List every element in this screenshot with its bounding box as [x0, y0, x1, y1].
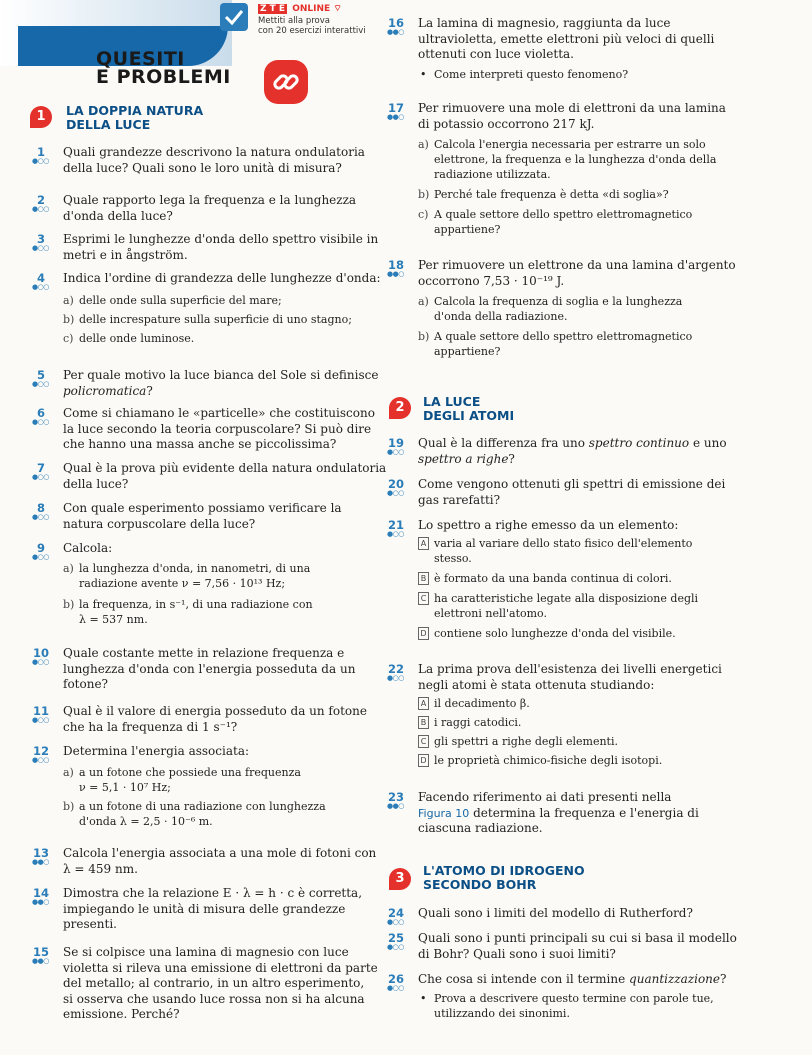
page-title-2: E PROBLEMI	[96, 66, 231, 88]
question-number: 8	[36, 501, 45, 515]
question-11	[30, 704, 390, 735]
difficulty-icon: ●○○	[32, 157, 49, 165]
question-15	[30, 945, 390, 1023]
difficulty-icon: ●○○	[387, 984, 404, 992]
q-line: Se si colpisce una lamina di magnesio con luce	[63, 945, 349, 959]
q-line: Lo spettro a righe emesso da un elemento:	[418, 518, 679, 532]
page-title-1: QUESITI	[96, 48, 185, 70]
q-line: occorrono 7,53 · 10⁻¹⁹ J.	[418, 273, 565, 288]
section-3-title-line1: L'ATOMO DI IDROGENO	[423, 863, 585, 878]
sub-label: c)	[418, 208, 429, 221]
option-box[interactable]: B	[418, 572, 429, 585]
figure-link[interactable]: Figura 10	[418, 806, 470, 820]
sub-text: radiazione avente ν = 7,56 · 10¹³ Hz;	[79, 576, 286, 590]
question-number: 14	[32, 886, 49, 900]
section-1-title-line2: DELLA LUCE	[66, 117, 151, 132]
question-14	[30, 886, 390, 933]
sub-text: radiazione utilizzata.	[434, 168, 551, 181]
question-number: 18	[387, 258, 404, 272]
question-number: 26	[387, 972, 404, 986]
question-8	[30, 501, 390, 532]
sub-text: la frequenza, in s⁻¹, di una radiazione con	[79, 597, 313, 611]
sub-text: Calcola la frequenza di soglia e la lunghezza	[434, 295, 683, 308]
difficulty-icon: ●○○	[387, 674, 404, 682]
wifi-icon: ⌔	[333, 4, 342, 14]
q-text: ?	[508, 451, 515, 466]
bullet-text: • Come interpreti questo fenomeno?	[418, 67, 795, 82]
difficulty-icon: ●○○	[32, 283, 49, 291]
q-line: Quale rapporto lega la frequenza e la lunghezza	[63, 193, 357, 207]
q-line: metri e in ångström.	[63, 247, 188, 262]
q-text: Qual è la differenza fra uno	[418, 436, 589, 450]
question-3	[30, 232, 390, 263]
section-1-title	[66, 104, 203, 132]
q-line: che ha la frequenza di 1 s⁻¹?	[63, 719, 238, 734]
difficulty-icon: ●○○	[32, 473, 49, 481]
question-2	[30, 193, 390, 224]
question-26	[385, 972, 795, 1021]
q-line: λ = 459 nm.	[63, 861, 138, 876]
question-number: 9	[36, 541, 45, 555]
question-number: 23	[387, 790, 404, 804]
sub-label: b)	[418, 188, 430, 201]
question-16	[385, 16, 795, 82]
question-6	[30, 406, 390, 453]
question-24	[385, 906, 795, 926]
q-line: Quali sono i punti principali su cui si basa il modello	[418, 931, 737, 945]
sub-text: A quale settore dello spettro elettromagnetico	[434, 330, 693, 343]
q-line: presenti.	[63, 917, 117, 931]
q-line: della luce? Quali sono le loro unità di misura?	[63, 160, 342, 175]
question-25	[385, 931, 795, 962]
question-23	[385, 790, 795, 837]
question-number: 20	[387, 477, 404, 491]
q-line: di potassio occorrono 217 kJ.	[418, 116, 595, 131]
difficulty-icon: ●○○	[387, 943, 404, 951]
question-number: 10	[32, 646, 49, 660]
q-line: Per rimuovere un elettrone da una lamina d'argento	[418, 258, 736, 272]
sub-label: b)	[63, 597, 75, 611]
sub-text: Perché tale frequenza è detta «di soglia»?	[434, 188, 669, 201]
question-7	[30, 461, 390, 492]
q-line: si osserva che usando luce rossa non si ha alcuna	[63, 991, 365, 1006]
sub-label: a)	[63, 765, 74, 779]
q-italic: spettro continuo	[588, 436, 690, 450]
option-box[interactable]: C	[418, 592, 429, 605]
question-number: 13	[32, 846, 49, 860]
tagline: Mettiti alla prova	[258, 16, 330, 26]
sub-label: c)	[63, 331, 74, 345]
q-line: che hanno una massa anche se piccolissima?	[63, 437, 337, 451]
question-13	[30, 846, 390, 877]
difficulty-icon: ●●○	[32, 858, 49, 866]
question-number: 19	[387, 436, 404, 450]
difficulty-icon: ●○○	[32, 380, 49, 388]
difficulty-icon: ●●○	[387, 270, 404, 278]
question-5	[30, 368, 390, 399]
q-line: Determina l'energia associata:	[63, 744, 250, 758]
difficulty-icon: ●○○	[387, 448, 404, 456]
q-line: fotone?	[63, 677, 108, 691]
q-line: Per quale motivo la luce bianca del Sole si definisce	[63, 368, 379, 382]
question-number: 1	[36, 145, 45, 159]
sub-text: d'onda della radiazione.	[434, 310, 568, 323]
online-label: ONLINE	[292, 4, 331, 14]
q-line: ultravioletta, emette elettroni più veloci di quelli	[418, 31, 715, 46]
sub-label: a)	[418, 295, 429, 308]
q-line: La lamina di magnesio, raggiunta da luce	[418, 16, 671, 30]
difficulty-icon: ●●○	[387, 113, 404, 121]
question-22	[385, 662, 795, 768]
q-line: Quali sono i limiti del modello di Rutherford?	[418, 906, 693, 920]
check-icon	[220, 3, 248, 31]
q-line: ciascuna radiazione.	[418, 821, 543, 835]
q-line: della luce?	[63, 476, 129, 491]
question-number: 24	[387, 906, 404, 920]
q-line: ottenuti con luce violetta.	[418, 47, 574, 61]
difficulty-icon: ●●○	[32, 898, 49, 906]
option-text: stesso.	[434, 551, 472, 565]
sub-label: a)	[418, 138, 429, 151]
q-text: determina la frequenza e l'energia di	[469, 805, 699, 820]
sub-label: a)	[63, 561, 74, 575]
q-line: Calcola l'energia associata a una mole di fotoni con	[63, 846, 377, 860]
difficulty-icon: ●○○	[387, 530, 404, 538]
question-4	[30, 271, 390, 346]
question-12	[30, 744, 390, 829]
question-number: 6	[36, 406, 45, 420]
question-21	[385, 518, 795, 641]
q-italic: spettro a righe	[418, 451, 509, 466]
q-text: Che cosa si intende con il termine	[418, 972, 630, 986]
bullet-text: • Prova a descrivere questo termine con parole tue,	[418, 991, 795, 1006]
option-box[interactable]: D	[418, 754, 429, 767]
question-10	[30, 646, 390, 693]
section-2-number: 2	[389, 397, 411, 419]
difficulty-icon: ●●○	[387, 28, 404, 36]
question-number: 5	[36, 368, 45, 382]
difficulty-icon: ●●○	[32, 957, 49, 965]
sub-text: ν = 5,1 · 10⁷ Hz;	[79, 780, 171, 794]
option-box[interactable]: A	[418, 697, 429, 710]
question-number: 21	[387, 518, 404, 532]
sub-label: b)	[63, 312, 75, 326]
option-text: è formato da una banda continua di colori.	[434, 571, 672, 585]
option-box[interactable]: B	[418, 716, 429, 729]
question-number: 25	[387, 931, 404, 945]
q-line: Come vengono ottenuti gli spettri di emissione dei	[418, 477, 726, 491]
option-text: ha caratteristiche legate alla disposizione degli	[434, 591, 699, 605]
option-text: contiene solo lunghezze d'onda del visibile.	[434, 626, 676, 640]
option-text: gli spettri a righe degli elementi.	[434, 735, 618, 748]
question-17	[385, 101, 795, 237]
question-number: 7	[36, 461, 45, 475]
q-line: emissione. Perché?	[63, 1007, 180, 1021]
question-1	[30, 145, 390, 176]
q-italic: policromatica	[63, 383, 147, 398]
q-text: ?	[146, 383, 153, 398]
q-line: negli atomi è stata ottenuta studiando:	[418, 677, 655, 692]
q-italic: quantizzazione	[629, 972, 720, 986]
sub-label: b)	[418, 330, 430, 343]
zte-badge-text: Z T E	[260, 4, 286, 14]
difficulty-icon: ●○○	[32, 418, 49, 426]
tagline-2: con 20 esercizi interattivi	[258, 26, 366, 36]
question-number: 3	[36, 232, 45, 246]
question-number: 15	[32, 945, 49, 959]
q-line: Calcola:	[63, 541, 113, 555]
section-2-title-line2: DEGLI ATOMI	[423, 408, 515, 423]
q-line: impiegando le unità di misura delle grandezze	[63, 901, 346, 916]
q-line: lunghezza d'onda con l'energia posseduta da un	[63, 661, 356, 676]
q-text: e uno	[689, 436, 727, 450]
difficulty-icon: ●○○	[32, 244, 49, 252]
question-18	[385, 258, 795, 359]
option-box[interactable]: D	[418, 627, 429, 640]
section-2-title	[423, 395, 514, 423]
option-box[interactable]: C	[418, 735, 429, 748]
link-icon[interactable]	[262, 58, 310, 106]
q-line: del metallo; al contrario, in un altro esperimento,	[63, 976, 365, 990]
q-text: ?	[720, 972, 727, 986]
q-line: violetta si rileva una emissione di elettroni da parte	[63, 960, 378, 975]
sub-text: A quale settore dello spettro elettromagnetico	[434, 208, 693, 221]
sub-text: delle onde luminose.	[79, 331, 195, 345]
q-line: Qual è il valore di energia posseduto da un fotone	[63, 704, 367, 718]
sub-label: b)	[63, 799, 75, 813]
sub-text: delle onde sulla superficie del mare;	[79, 293, 282, 307]
q-line: la luce secondo la teoria corpuscolare? Si può dire	[63, 421, 372, 436]
option-text: le proprietà chimico-fisiche degli isotopi.	[434, 754, 663, 767]
sub-text: delle increspature sulla superficie di uno stagno;	[79, 312, 352, 326]
question-number: 12	[32, 744, 49, 758]
difficulty-icon: ●○○	[387, 489, 404, 497]
sub-text: Calcola l'energia necessaria per estrarre un solo	[434, 138, 706, 151]
difficulty-icon: ●○○	[32, 205, 49, 213]
section-2-title-line1: LA LUCE	[423, 394, 481, 409]
section-3-number: 3	[389, 868, 411, 890]
question-number: 4	[36, 271, 45, 285]
sub-text: la lunghezza d'onda, in nanometri, di una	[79, 561, 311, 575]
option-box[interactable]: A	[418, 537, 429, 550]
q-line: Esprimi le lunghezze d'onda dello spettro visibile in	[63, 232, 379, 246]
option-text: elettroni nell'atomo.	[434, 606, 547, 620]
q-line: Dimostra che la relazione E · λ = h · c è corretta,	[63, 886, 363, 900]
sub-text: a un fotone che possiede una frequenza	[79, 765, 301, 779]
difficulty-icon: ●○○	[32, 513, 49, 521]
zte-badge	[258, 3, 342, 14]
question-number: 17	[387, 101, 404, 115]
section-3-title	[423, 864, 585, 892]
difficulty-icon: ●○○	[32, 658, 49, 666]
q-line: Quali grandezze descrivono la natura ondulatoria	[63, 145, 365, 159]
bullet-text-cont: utilizzando dei sinonimi.	[434, 1006, 570, 1020]
q-line: Come si chiamano le «particelle» che costituiscono	[63, 406, 375, 420]
question-20	[385, 477, 795, 508]
question-number: 11	[32, 704, 49, 718]
sub-text: elettrone, la frequenza e la lunghezza d'onda della	[434, 153, 717, 166]
option-text: varia al variare dello stato fisico dell'elemento	[434, 536, 693, 550]
q-line: d'onda della luce?	[63, 208, 173, 223]
q-line: gas rarefatti?	[418, 492, 501, 507]
question-number: 22	[387, 662, 404, 676]
question-number: 16	[387, 16, 404, 30]
option-text: i raggi catodici.	[434, 716, 522, 729]
difficulty-icon: ●○○	[32, 756, 49, 764]
q-line: Qual è la prova più evidente della natura ondulatoria	[63, 461, 387, 475]
question-9	[30, 541, 390, 627]
section-1-title-line1: LA DOPPIA NATURA	[66, 103, 204, 118]
sub-text: λ = 537 nm.	[79, 612, 148, 626]
q-line: Indica l'ordine di grandezza delle lunghezze d'onda:	[63, 271, 381, 285]
sub-text: appartiene?	[434, 345, 501, 358]
difficulty-icon: ●○○	[387, 918, 404, 926]
option-text: il decadimento β.	[434, 697, 530, 710]
question-19	[385, 436, 795, 467]
q-line: La prima prova dell'esistenza dei livelli energetici	[418, 662, 722, 676]
sub-text: appartiene?	[434, 223, 501, 236]
q-line: Per rimuovere una mole di elettroni da una lamina	[418, 101, 726, 115]
section-1-number: 1	[30, 106, 52, 128]
difficulty-icon: ●○○	[32, 716, 49, 724]
sub-label: a)	[63, 293, 74, 307]
difficulty-icon: ●○○	[32, 553, 49, 561]
sub-text: a un fotone di una radiazione con lunghezza	[79, 799, 326, 813]
difficulty-icon: ●●○	[387, 802, 404, 810]
q-line: Facendo riferimento ai dati presenti nella	[418, 790, 672, 804]
q-line: natura corpuscolare della luce?	[63, 516, 256, 531]
q-line: Con quale esperimento possiamo verificare la	[63, 501, 342, 515]
question-number: 2	[36, 193, 45, 207]
q-line: Quale costante mette in relazione frequenza e	[63, 646, 345, 660]
sub-text: d'onda λ = 2,5 · 10⁻⁶ m.	[79, 814, 213, 828]
q-line: di Bohr? Quali sono i suoi limiti?	[418, 946, 616, 961]
section-3-title-line2: SECONDO BOHR	[423, 877, 537, 892]
